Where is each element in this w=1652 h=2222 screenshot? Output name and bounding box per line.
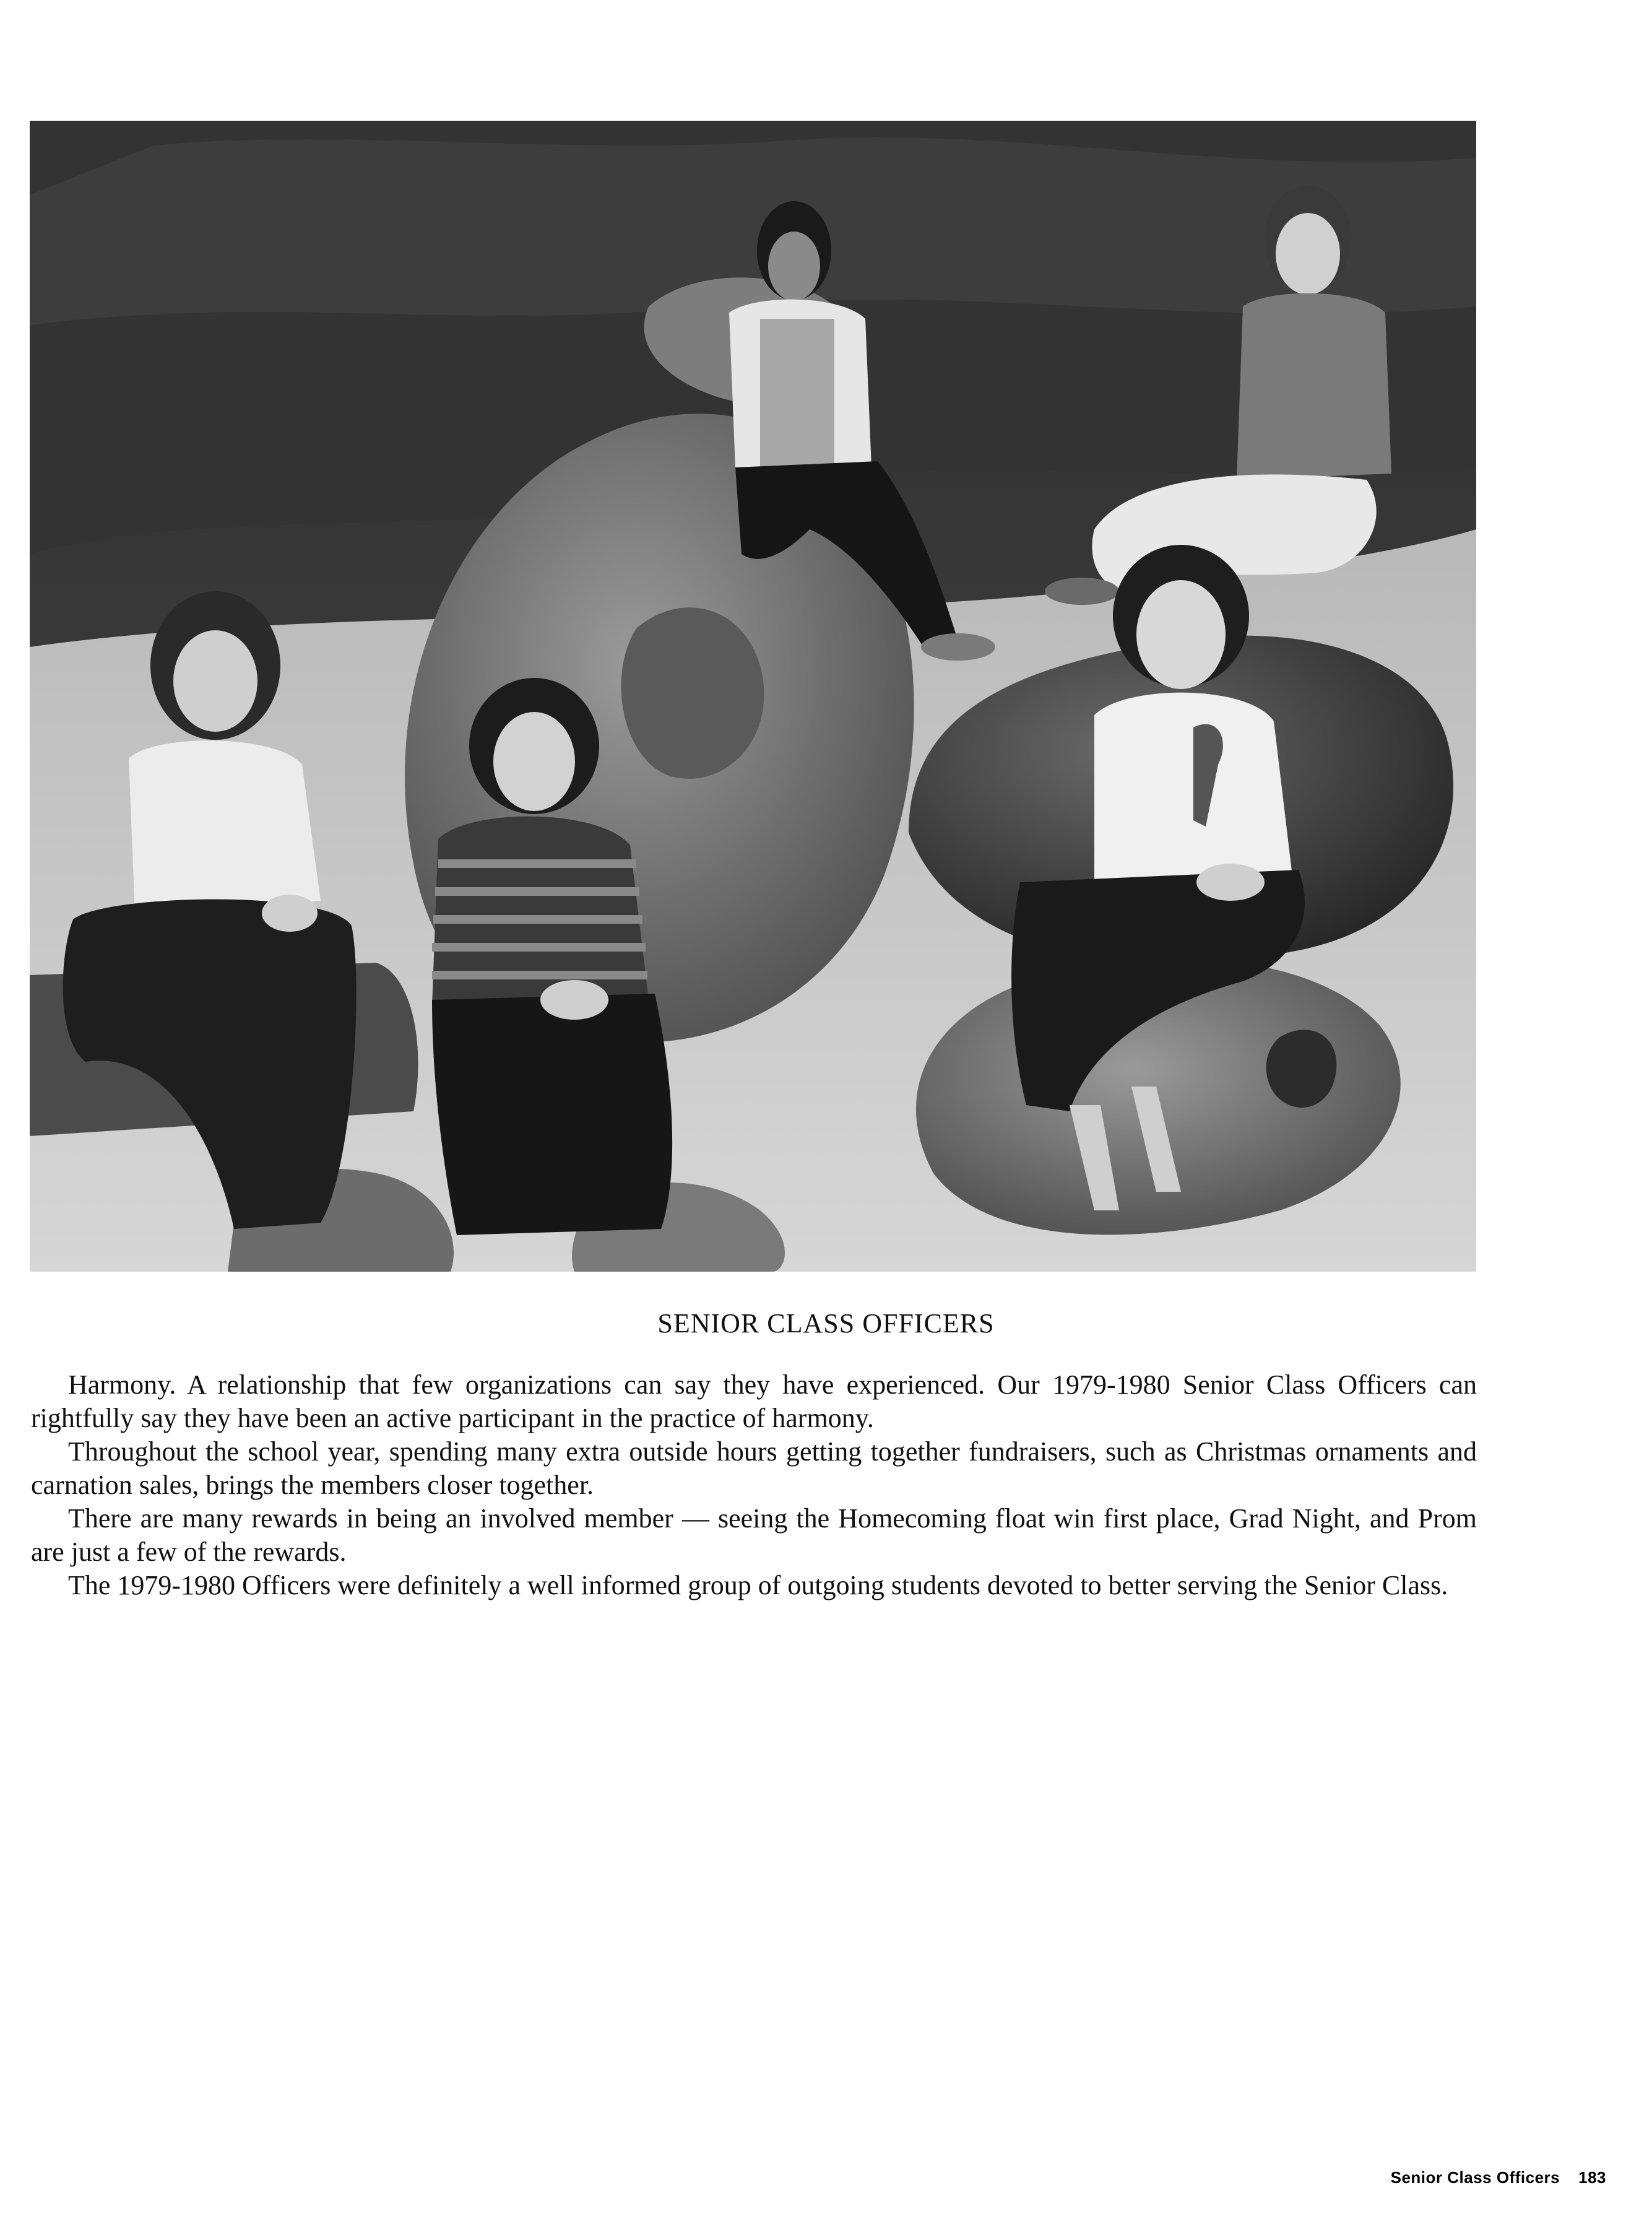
page-number: 183 (1578, 2168, 1606, 2187)
group-photo-image (30, 121, 1476, 1272)
section-name: Senior Class Officers (1390, 2168, 1560, 2187)
caption-body (31, 1368, 1477, 1602)
caption-paragraph: The 1979-1980 Officers were definitely a well informed group of outgoing students devoted to better serving the Senior Class. (68, 1570, 1448, 1600)
caption-paragraph: Harmony. A relationship that few organizations can say they have experienced. Our 1979-1980 Senior Class Officers can rightfully say they have been an active participant in the practice of harmony. (31, 1369, 1477, 1433)
caption-paragraph: There are many rewards in being an involved member — seeing the Homecoming float win first place, Grad Night, and Prom are just a few of the rewards. (31, 1503, 1477, 1567)
caption-paragraph: Throughout the school year, spending many extra outside hours getting together fundraisers, such as Christmas ornaments and carnation sales, brings the members closer together. (31, 1436, 1477, 1500)
group-photo (30, 121, 1476, 1272)
page-footer (1391, 2168, 1606, 2187)
caption-title: SENIOR CLASS OFFICERS (657, 1308, 995, 1339)
